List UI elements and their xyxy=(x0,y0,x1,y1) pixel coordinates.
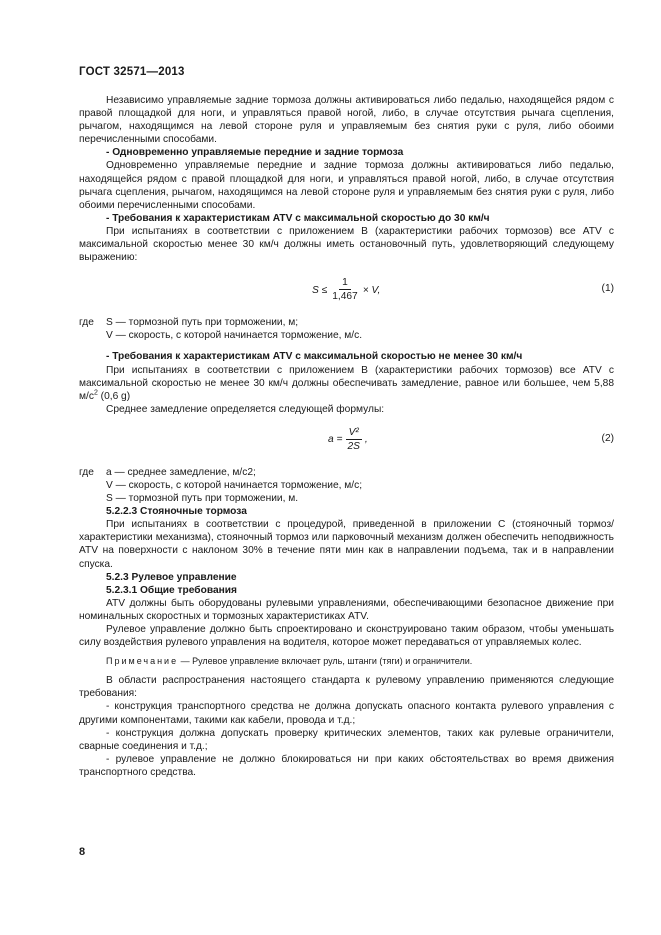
paragraph-atv-from-30 xyxy=(79,364,614,403)
where-2-label: где xyxy=(79,466,94,478)
where-1-def-v: V — скорость, с которой начинается торможение, м/с. xyxy=(106,330,363,342)
list-item-inspection: - конструкция должна допускать проверку критических элементов, таких как рулевые ограничители, сварные соединения и т.д.; xyxy=(79,727,614,752)
heading-general-requirements: 5.2.3.1 Общие требования xyxy=(106,584,237,596)
list-item-blocking: - рулевое управление не должно блокироваться ни при каких обстоятельствах во время движения транспортного средства. xyxy=(79,753,614,778)
paragraph-requirements-intro: В области распространения настоящего стандарта к рулевому управлению применяются следующие требования: xyxy=(79,675,614,700)
paragraph-steering-equipped: ATV должны быть оборудованы рулевыми управлениями, обеспечивающими безопасное движение при номинальных скоростных и тормозных характеристиках ATV. xyxy=(79,597,614,622)
heading-parking-brakes: 5.2.2.3 Стояночные тормоза xyxy=(106,506,247,518)
formula-2-numerator: V² xyxy=(346,427,362,440)
formula-1 xyxy=(79,270,614,310)
formula-2 xyxy=(79,420,614,460)
formula-2-lhs: a = xyxy=(328,434,343,446)
formula-2-denominator: 2S xyxy=(347,440,360,452)
paragraph-combined-brakes: Одновременно управляемые передние и задние тормоза должны активироваться либо педалью, находящейся рядом с правой площадкой для ноги, и управляться правой ногой, либо, в случае отсутствия рычага сцепления, рычагом, находящимся на левой стороне руля и управляемым без снятия руки с руля, либо обоими перечисленными способами. xyxy=(79,160,614,211)
paragraph-mean-deceleration: Среднее замедление определяется следующей формулы: xyxy=(106,403,385,415)
where-2-def-v: V — скорость, с которой начинается торможение, м/с; xyxy=(106,479,363,491)
paragraph-steering-design: Рулевое управление должно быть спроектировано и сконструировано таким образом, чтобы уменьшать силу воздействия рулевого управления на водителя, которое может передаваться от управляемых колес. xyxy=(79,624,614,649)
formula-1-number: (1) xyxy=(601,283,614,295)
formula-1-denominator: 1,467 xyxy=(332,291,358,303)
heading-combined-brakes: - Одновременно управляемые передние и задние тормоза xyxy=(106,147,404,159)
where-1-def-s: S — тормозной путь при торможении, м; xyxy=(106,317,299,329)
document-body xyxy=(79,94,614,779)
page-number: 8 xyxy=(79,846,86,858)
heading-steering: 5.2.3 Рулевое управление xyxy=(106,571,237,583)
formula-2-rhs: , xyxy=(364,434,368,446)
where-2-def-s: S — тормозной путь при торможении, м. xyxy=(106,493,299,505)
deceleration-text: При испытаниях в соответствии с приложением B (характеристики рабочих тормозов) все ATV с максимальной скоростью не менее 30 км/ч должны обеспечивать замедление, равное или большее, чем 5,88 м/с xyxy=(79,364,614,402)
formula-2-fraction xyxy=(344,427,362,453)
list-item-contact: - конструкция транспортного средства не должна допускать опасного контакта рулевого управления с другими компонентами, такими как кабели, провода и т.д.; xyxy=(79,701,614,726)
formula-1-rhs: × V, xyxy=(362,284,381,296)
document-header: ГОСТ 32571—2013 xyxy=(79,66,185,78)
where-2-def-a: a — среднее замедление, м/с2; xyxy=(106,466,256,478)
deceleration-exponent: 2 xyxy=(93,389,98,397)
paragraph-atv-below-30: При испытаниях в соответствии с приложением B (характеристики рабочих тормозов) все ATV с максимальной скоростью менее 30 км/ч должны иметь остановочный путь, удовлетворяющий следующему выражению: xyxy=(79,225,614,264)
deceleration-g: (0,6 g) xyxy=(97,390,131,402)
note-text: — Рулевое управление включает руль, штанги (тяги) и ограничители. xyxy=(178,656,473,667)
heading-atv-below-30: - Требования к характеристикам ATV с максимальной скоростью до 30 км/ч xyxy=(106,212,490,224)
where-1-row-1 xyxy=(79,316,614,329)
where-2-row-1 xyxy=(79,466,614,479)
formula-1-lhs: S ≤ xyxy=(312,284,328,296)
paragraph-rear-brakes: Независимо управляемые задние тормоза должны активироваться либо педалью, находящейся рядом с правой площадкой для ноги, и управляться правой ногой, либо, в случае отсутствия рычага сцепления, рычагом, находящимся на левой стороне руля и управляемым без снятия руки с руля, либо обоими перечисленными способами. xyxy=(79,95,614,146)
where-1-label: где xyxy=(79,317,94,329)
heading-atv-from-30: - Требования к характеристикам ATV с максимальной скоростью не менее 30 км/ч xyxy=(106,351,523,363)
formula-1-fraction xyxy=(329,277,361,303)
note-label: Примечание xyxy=(106,656,179,667)
note xyxy=(79,655,614,668)
formula-2-number: (2) xyxy=(601,432,614,444)
paragraph-parking-brakes: При испытаниях в соответствии с процедурой, приведенной в приложении C (стояночный тормоз/характеристики механизма), стояночный тормоз или парковочный механизм должен обеспечить неподвижность ATV на поверхности с наклоном 30% в течение пяти мин как в направлении подъема, так и в направлении спуска. xyxy=(79,519,614,570)
formula-1-numerator: 1 xyxy=(339,277,351,290)
